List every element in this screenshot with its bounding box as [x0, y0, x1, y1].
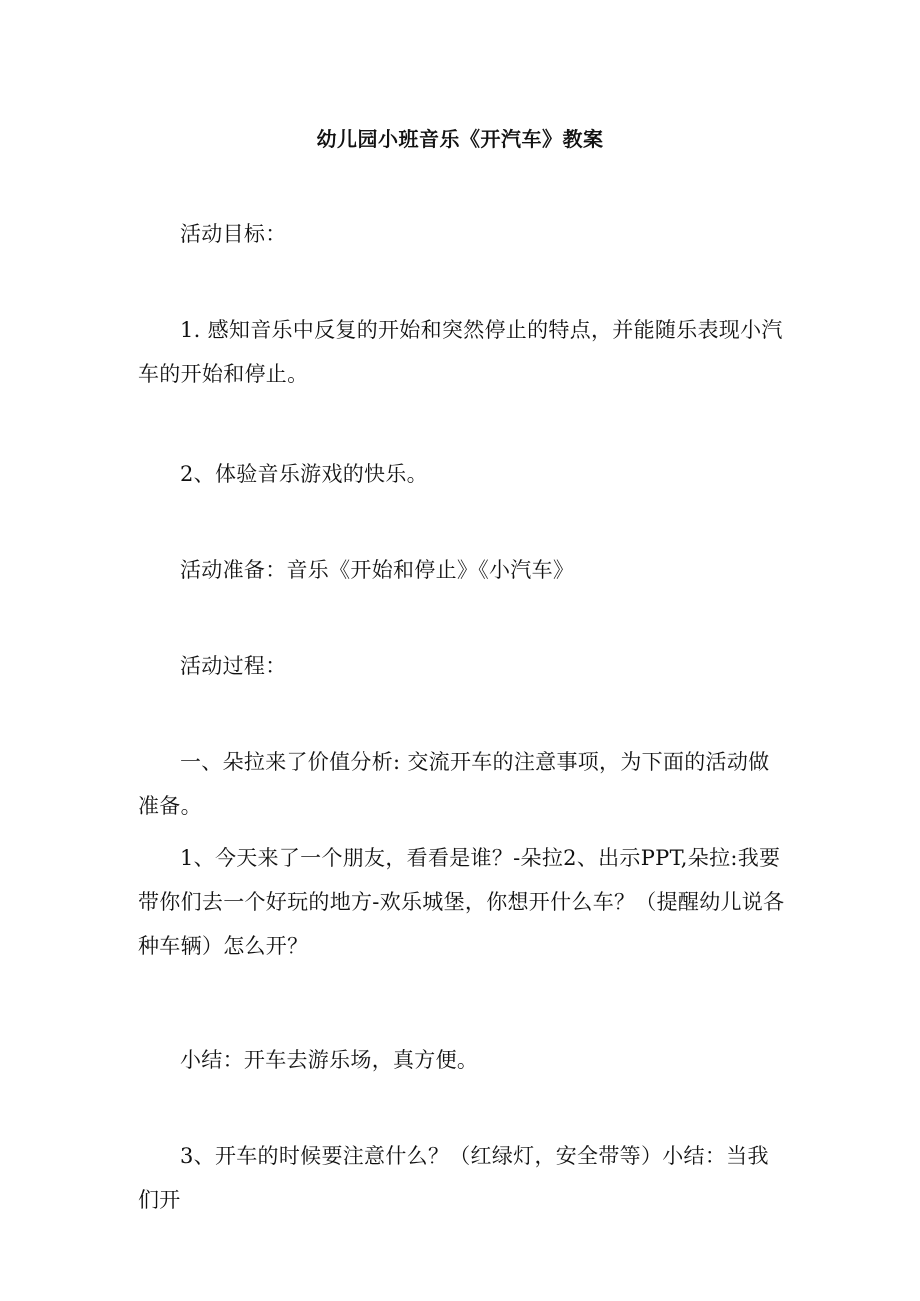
section-heading-goals: 活动目标：	[180, 222, 287, 246]
paragraph-step-1: 1、今天来了一个朋友，看看是谁？-朵拉2、出示PPT,朵拉:我要带你们去一个好玩的地方-欢乐城堡，你想开什么车？（提醒幼儿说各种车辆）怎么开？	[138, 846, 785, 958]
paragraph-preparation: 活动准备：音乐《开始和停止》《小汽车》	[180, 558, 575, 582]
paragraph-summary: 小结：开车去游乐场，真方便。	[180, 1048, 479, 1072]
paragraph-goal-2: 2、体验音乐游戏的快乐。	[180, 462, 428, 486]
section-heading-process: 活动过程：	[180, 654, 287, 678]
paragraph-goal-1: 1. 感知音乐中反复的开始和突然停止的特点，并能随乐表现小汽车的开始和停止。	[138, 318, 783, 386]
paragraph-step-one: 一、朵拉来了价值分析: 交流开车的注意事项，为下面的活动做准备。	[138, 750, 770, 818]
document-title: 幼儿园小班音乐《开汽车》教案	[316, 127, 604, 151]
paragraph-step-3: 3、开车的时候要注意什么？（红绿灯，安全带等）小结：当我们开	[138, 1144, 769, 1212]
